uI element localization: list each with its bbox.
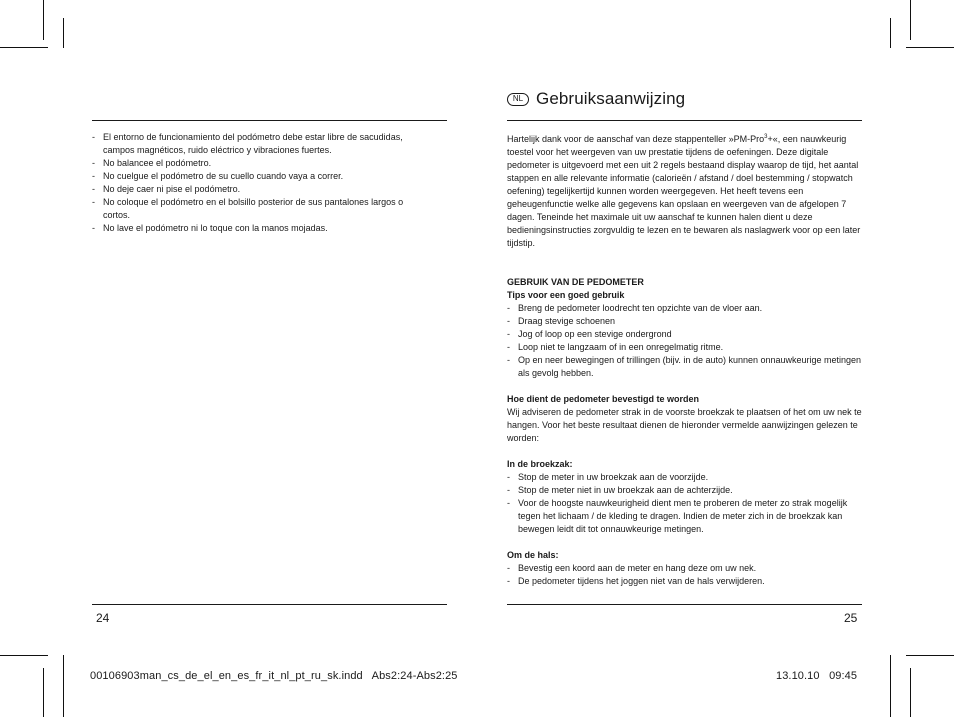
crop-mark — [43, 0, 44, 40]
crop-mark — [63, 655, 64, 717]
attach-heading: Hoe dient de pedometer bevestigd te worden — [507, 394, 700, 404]
right-top-rule — [507, 120, 862, 121]
page-title-text: Gebruiksaanwijzing — [536, 89, 686, 108]
list-item: - Bevestig een koord aan de meter en hang deze om uw nek. — [507, 562, 863, 575]
crop-mark — [890, 18, 891, 48]
intro-superscript: 3 — [764, 134, 768, 140]
list-item: - Loop niet te langzaam of in een onregelmatig ritme. — [507, 341, 863, 354]
right-content — [507, 131, 863, 588]
right-bottom-rule — [507, 604, 862, 605]
intro-text-continued: +«, een nauwkeurig toestel voor het weergeven van uw prestatie tijdens de oefeningen. Deze digitale pedometer is uitgevoerd met een uit 2 regels bestaand display waarop de tijd, het aantal stappen en alle relevante informatie (calorieën / afstand / doel bestemming / stopwatch oefening) tegelijkertijd kunnen worden weergegeven. Het heeft tevens een geheugenfunctie welke alle gegevens kan opslaan en weergeven van de afgelopen 7 dagen. Teneinde het maximale uit uw aanschaf te kunnen halen dient u deze bedieningsinstructies zorgvuldig te lezen en te bewaren als naslagwerk voor op een later tijdstip. — [507, 134, 861, 248]
intro-paragraph — [507, 131, 863, 250]
language-badge: NL — [507, 93, 529, 106]
intro-text: Hartelijk dank voor de aanschaf van deze stappenteller »PM-Pro — [507, 134, 765, 144]
attach-paragraph: Wij adviseren de pedometer strak in de voorste broekzak te plaatsen of het om uw nek te hangen. Voor het beste resultaat dienen de hieronder vermelde aanwijzingen gelezen te worden: — [507, 407, 862, 443]
crop-mark — [890, 655, 891, 717]
tips-list — [507, 302, 863, 380]
crop-mark — [0, 47, 48, 48]
pocket-heading: In de broekzak: — [507, 459, 573, 469]
list-item: - Jog of loop op een stevige ondergrond — [507, 328, 863, 341]
list-item: - No lave el podómetro ni lo toque con la manos mojadas. — [92, 222, 432, 235]
page-title — [507, 87, 685, 111]
pocket-list — [507, 471, 863, 536]
neck-list — [507, 562, 863, 588]
list-item: - No deje caer ni pise el podómetro. — [92, 183, 432, 196]
list-item: - El entorno de funcionamiento del podómetro debe estar libre de sacudidas, campos magnéticos, ruido eléctrico y vibraciones fuertes. — [92, 131, 432, 157]
list-item: - De pedometer tijdens het joggen niet van de hals verwijderen. — [507, 575, 863, 588]
tips-heading: Tips voor een goed gebruik — [507, 290, 625, 300]
crop-mark — [910, 0, 911, 40]
left-bottom-rule — [92, 604, 447, 605]
crop-mark — [43, 668, 44, 717]
crop-mark — [63, 18, 64, 48]
list-item: - Draag stevige schoenen — [507, 315, 863, 328]
list-item: - Breng de pedometer loodrecht ten opzichte van de vloer aan. — [507, 302, 863, 315]
list-item: - Voor de hoogste nauwkeurigheid dient men te proberen de meter zo strak mogelijk tegen het lichaam / de kleding te dragen. Indien de meter zich in de broekzak kan bewegen leidt dit tot onnauwkeurige metingen. — [507, 497, 863, 536]
footer-datetime: 13.10.10 09:45 — [776, 670, 858, 682]
list-item: - No coloque el podómetro en el bolsillo posterior de sus pantalones largos o cortos. — [92, 196, 432, 222]
neck-heading: Om de hals: — [507, 550, 559, 560]
footer-filename: 00106903man_cs_de_el_en_es_fr_it_nl_pt_ru_sk.indd Abs2:24-Abs2:25 — [90, 670, 458, 682]
crop-mark — [906, 47, 954, 48]
left-top-rule — [92, 120, 447, 121]
list-item: - Op en neer bewegingen of trillingen (bijv. in de auto) kunnen onnauwkeurige metingen als gevolg hebben. — [507, 354, 863, 380]
list-item: - No cuelgue el podómetro de su cuello cuando vaya a correr. — [92, 170, 432, 183]
crop-mark — [906, 655, 954, 656]
crop-mark — [0, 655, 48, 656]
left-page-number: 24 — [96, 611, 110, 625]
list-item: - No balancee el podómetro. — [92, 157, 432, 170]
list-item: - Stop de meter in uw broekzak aan de voorzijde. — [507, 471, 863, 484]
list-item: - Stop de meter niet in uw broekzak aan de achterzijde. — [507, 484, 863, 497]
section-heading: GEBRUIK VAN DE PEDOMETER — [507, 277, 644, 287]
left-warnings-list — [92, 131, 432, 235]
crop-mark — [910, 668, 911, 717]
right-page-number: 25 — [844, 611, 858, 625]
